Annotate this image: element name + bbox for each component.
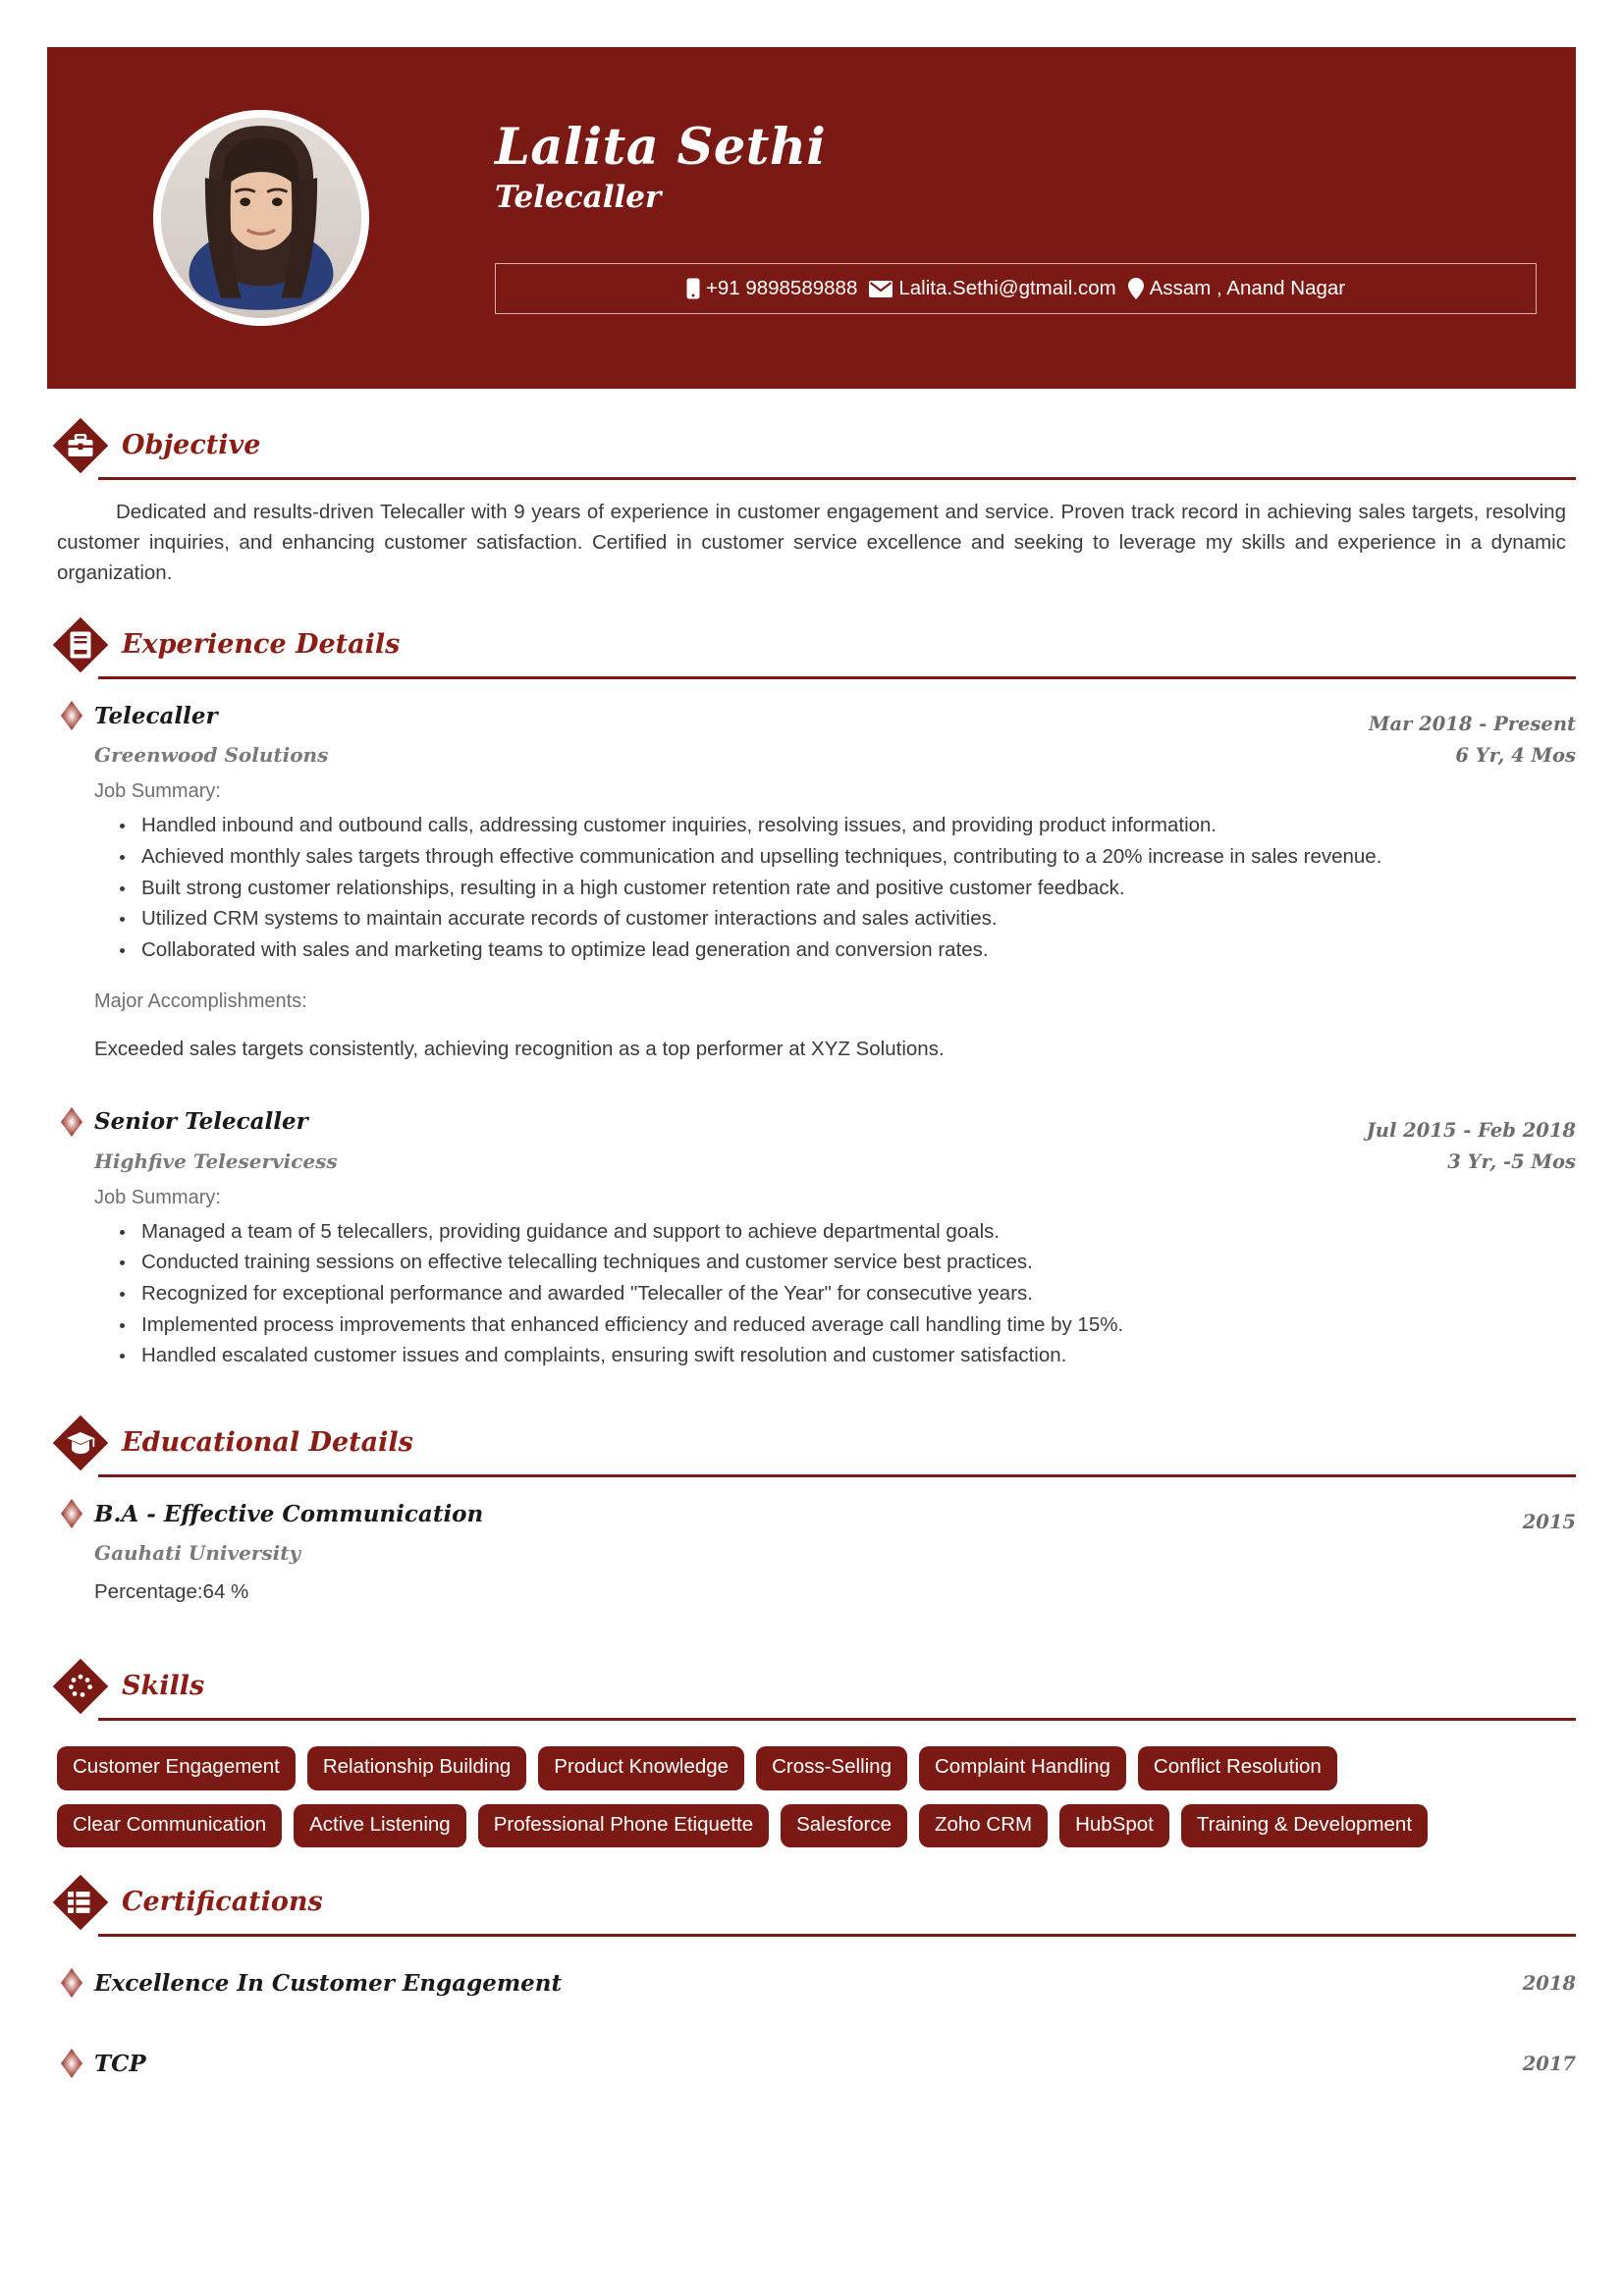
section-objective xyxy=(47,414,1576,588)
education-percentage: Percentage:64 % xyxy=(94,1580,249,1604)
skill-chip[interactable]: Professional Phone Etiquette xyxy=(478,1804,769,1848)
page-title: Lalita Sethi xyxy=(495,117,827,177)
section-skills xyxy=(47,1655,1576,1847)
list-item: Handled escalated customer issues and complaints, ensuring swift resolution and customer satisfaction. xyxy=(141,1341,1576,1370)
education-entry xyxy=(47,1499,1576,1604)
skill-chip[interactable]: Cross-Selling xyxy=(756,1746,907,1790)
list-item: Handled inbound and outbound calls, addressing customer inquiries, resolving issues, and providing product information. xyxy=(141,811,1576,840)
contact-email[interactable] xyxy=(869,277,1115,300)
diamond-bullet-icon xyxy=(61,701,82,730)
skill-chip[interactable]: Salesforce xyxy=(781,1804,907,1848)
skill-dots-icon xyxy=(68,1674,93,1699)
briefcase-badge xyxy=(53,418,108,473)
profile-photo xyxy=(161,118,361,318)
phone-text: +91 9898589888 xyxy=(705,277,858,300)
list-item: Recognized for exceptional performance and awarded "Telecaller of the Year" for consecutive years. xyxy=(141,1279,1576,1308)
certification-entry xyxy=(47,1968,1576,1998)
list-item: Conducted training sessions on effective telecalling techniques and customer service best practices. xyxy=(141,1248,1576,1277)
certification-year: 2018 xyxy=(1522,1971,1576,1995)
job-organization: Greenwood Solutions xyxy=(94,743,329,768)
skill-chip[interactable]: HubSpot xyxy=(1059,1804,1169,1848)
section-title: Skills xyxy=(122,1670,205,1701)
skill-chip[interactable]: Complaint Handling xyxy=(919,1746,1126,1790)
skill-chip[interactable]: Conflict Resolution xyxy=(1138,1746,1337,1790)
list-item: Collaborated with sales and marketing teams to optimize lead generation and conversion rates. xyxy=(141,935,1576,965)
skill-chip[interactable]: Clear Communication xyxy=(57,1804,282,1848)
section-header-certifications xyxy=(47,1871,1576,1934)
diamond-bullet-icon xyxy=(61,1968,82,1998)
avatar xyxy=(153,110,369,326)
header-details xyxy=(495,117,1576,315)
list-item: Managed a team of 5 telecallers, providing guidance and support to achieve departmental goals. xyxy=(141,1217,1576,1247)
skill-chip[interactable]: Customer Engagement xyxy=(57,1746,296,1790)
job-title-text: Senior Telecaller xyxy=(94,1108,308,1136)
section-certifications xyxy=(47,1871,1576,2078)
phone-icon xyxy=(686,278,700,299)
section-title: Certifications xyxy=(122,1886,323,1917)
education-year: 2015 xyxy=(1522,1511,1576,1534)
list-icon xyxy=(68,1891,93,1914)
skill-chip[interactable]: Training & Development xyxy=(1181,1804,1428,1848)
diamond-bullet-icon xyxy=(61,2049,82,2078)
experience-entry xyxy=(47,1107,1576,1371)
objective-text: Dedicated and results-driven Telecaller with 9 years of experience in customer engagement and service. Proven track record in achieving sales targets, resolving customer inquiries, and enhancing customer satisfaction. Certified in customer service excellence and seeking to leverage my skills and experience in a dynamic organization. xyxy=(57,501,1566,584)
section-header-skills xyxy=(47,1655,1576,1718)
graduation-cap-icon xyxy=(66,1431,95,1455)
section-experience xyxy=(47,614,1576,1370)
section-divider xyxy=(98,1934,1576,1937)
email-text: Lalita.Sethi@gtmail.com xyxy=(898,277,1116,300)
skill-chip[interactable]: Product Knowledge xyxy=(538,1746,744,1790)
skills-list xyxy=(57,1746,1461,1847)
certification-year: 2017 xyxy=(1522,2052,1576,2075)
location-pin-icon xyxy=(1128,278,1144,299)
job-summary-label: Job Summary: xyxy=(94,1186,221,1208)
skill-chip[interactable]: Relationship Building xyxy=(307,1746,526,1790)
section-education xyxy=(47,1412,1576,1604)
section-header-objective xyxy=(47,414,1576,477)
resume-header xyxy=(47,47,1576,389)
certification-name: Excellence In Customer Engagement xyxy=(94,1969,563,1997)
section-title: Objective xyxy=(122,429,261,460)
certification-name: TCP xyxy=(94,2050,146,2077)
contact-bar xyxy=(495,263,1537,314)
section-divider xyxy=(98,1718,1576,1721)
degree-name: B.A - Effective Communication xyxy=(94,1500,484,1527)
contact-phone[interactable] xyxy=(686,277,857,300)
job-bullet-list xyxy=(47,1217,1576,1371)
location-text: Assam , Anand Nagar xyxy=(1149,277,1346,300)
section-divider xyxy=(98,676,1576,679)
list-item: Implemented process improvements that enhanced efficiency and reduced average call handling time by 15%. xyxy=(141,1310,1576,1340)
job-organization: Highfive Teleservicess xyxy=(94,1148,338,1173)
experience-entry xyxy=(47,701,1576,1063)
diamond-bullet-icon xyxy=(61,1107,82,1137)
list-item: Built strong customer relationships, resulting in a high customer retention rate and positive customer feedback. xyxy=(141,874,1576,903)
list-item: Utilized CRM systems to maintain accurate records of customer interactions and sales activities. xyxy=(141,904,1576,934)
briefcase-icon xyxy=(68,434,93,457)
job-bullet-list xyxy=(47,811,1576,965)
section-title: Experience Details xyxy=(122,628,401,660)
job-date-range: Jul 2015 - Feb 2018 xyxy=(1366,1118,1576,1142)
accomplishments-label: Major Accomplishments: xyxy=(94,989,307,1012)
institution-name: Gauhati University xyxy=(94,1541,301,1566)
certifications-badge xyxy=(53,1875,108,1930)
section-header-experience xyxy=(47,614,1576,676)
skills-badge xyxy=(53,1659,108,1714)
job-date-range: Mar 2018 - Present xyxy=(1368,713,1576,736)
job-title-text: Telecaller xyxy=(94,702,218,729)
job-duration: 3 Yr, -5 Mos xyxy=(1447,1149,1576,1173)
accomplishments-text: Exceeded sales targets consistently, achieving recognition as a top performer at XYZ Solutions. xyxy=(94,1037,945,1060)
envelope-icon xyxy=(869,281,893,297)
job-duration: 6 Yr, 4 Mos xyxy=(1455,744,1576,768)
graduation-cap-badge xyxy=(53,1415,108,1470)
list-item: Achieved monthly sales targets through effective communication and upselling techniques, contributing to a 20% increase in sales revenue. xyxy=(141,842,1576,872)
section-title: Educational Details xyxy=(122,1426,413,1458)
section-header-education xyxy=(47,1412,1576,1474)
certification-entry xyxy=(47,2049,1576,2078)
section-divider xyxy=(98,1474,1576,1477)
document-badge xyxy=(53,617,108,672)
job-summary-label: Job Summary: xyxy=(94,780,221,803)
skill-chip[interactable]: Zoho CRM xyxy=(919,1804,1048,1848)
section-divider xyxy=(98,477,1576,480)
skill-chip[interactable]: Active Listening xyxy=(294,1804,466,1848)
contact-location[interactable] xyxy=(1128,277,1345,300)
document-icon xyxy=(70,631,91,659)
job-title: Telecaller xyxy=(495,180,662,216)
diamond-bullet-icon xyxy=(61,1499,82,1528)
